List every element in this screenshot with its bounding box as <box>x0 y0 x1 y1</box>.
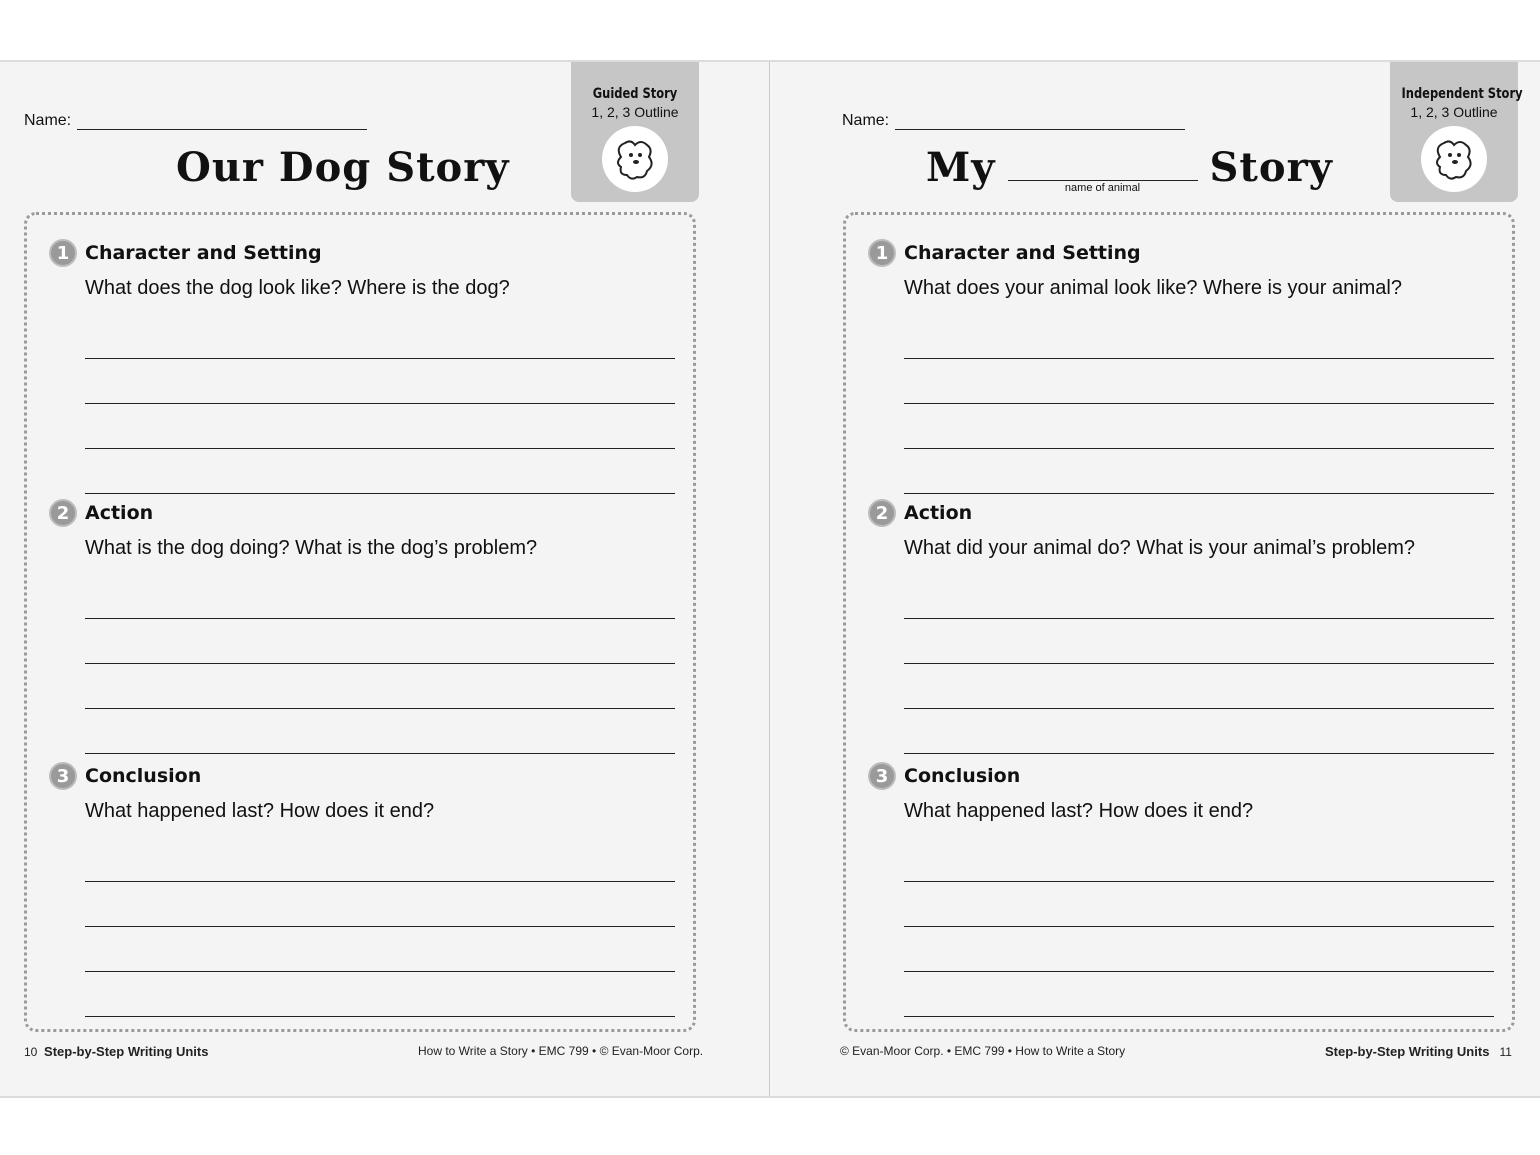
name-blank[interactable] <box>895 115 1185 130</box>
writing-lines[interactable] <box>904 837 1494 1017</box>
right-page <box>770 62 1539 1096</box>
footer-credit: How to Write a Story • EMC 799 • © Evan-Moor Corp. <box>418 1044 704 1058</box>
writing-lines[interactable] <box>85 837 675 1017</box>
section-character-setting <box>49 239 675 494</box>
section-title: Action <box>904 502 973 524</box>
animal-name-blank[interactable] <box>1008 154 1198 194</box>
page-number: 11 <box>1499 1045 1512 1059</box>
section-question: What does the dog look like? Where is the dog? <box>85 277 510 299</box>
section-question: What happened last? How does it end? <box>85 800 435 822</box>
tab-title: Guided Story <box>592 86 678 102</box>
section-title: Action <box>85 502 154 524</box>
tab-subtitle: 1, 2, 3 Outline <box>1410 104 1498 120</box>
name-label: Name: <box>842 112 890 129</box>
section-action <box>49 499 675 754</box>
dog-icon <box>1421 126 1487 192</box>
footer-left <box>24 1044 208 1059</box>
section-character-setting <box>868 239 1494 494</box>
story-tab <box>1390 62 1523 202</box>
section-title: Character and Setting <box>85 242 322 264</box>
step-number: 3 <box>868 762 896 790</box>
tab-title: Independent Story <box>1401 86 1523 102</box>
footer-credit: © Evan-Moor Corp. • EMC 799 • How to Write a Story <box>840 1044 1126 1058</box>
name-row <box>842 112 1185 130</box>
name-blank[interactable] <box>77 115 367 130</box>
story-tab <box>571 62 699 202</box>
section-action <box>868 499 1494 754</box>
name-label: Name: <box>24 112 72 129</box>
step-number: 3 <box>49 762 77 790</box>
page-title: Our Dog Story <box>176 144 510 191</box>
section-title: Conclusion <box>85 765 202 787</box>
footer-right <box>1325 1044 1512 1059</box>
book-spread <box>0 60 1540 1098</box>
section-conclusion <box>868 762 1494 1017</box>
step-number: 1 <box>49 239 77 267</box>
step-number: 1 <box>868 239 896 267</box>
section-conclusion <box>49 762 675 1017</box>
section-question: What does your animal look like? Where is your animal? <box>904 277 1402 299</box>
section-question: What happened last? How does it end? <box>904 800 1254 822</box>
writing-lines[interactable] <box>85 314 675 494</box>
blank-caption: name of animal <box>1064 182 1141 194</box>
section-title: Character and Setting <box>904 242 1141 264</box>
outline-box <box>843 212 1515 1032</box>
tab-subtitle: 1, 2, 3 Outline <box>591 104 679 120</box>
dog-icon <box>602 126 668 192</box>
series-name: Step-by-Step Writing Units <box>44 1044 209 1059</box>
step-number: 2 <box>49 499 77 527</box>
name-row <box>24 112 367 130</box>
title-start: My <box>926 144 996 191</box>
writing-lines[interactable] <box>904 314 1494 494</box>
page-title <box>926 144 1333 194</box>
left-page <box>0 62 769 1096</box>
series-name: Step-by-Step Writing Units <box>1325 1044 1490 1059</box>
step-number: 2 <box>868 499 896 527</box>
outline-box <box>24 212 696 1032</box>
section-title: Conclusion <box>904 765 1021 787</box>
section-question: What is the dog doing? What is the dog’s problem? <box>85 537 538 559</box>
writing-lines[interactable] <box>85 574 675 754</box>
section-question: What did your animal do? What is your animal’s problem? <box>904 537 1415 559</box>
writing-lines[interactable] <box>904 574 1494 754</box>
title-end: Story <box>1209 144 1333 191</box>
page-number: 10 <box>24 1045 38 1059</box>
